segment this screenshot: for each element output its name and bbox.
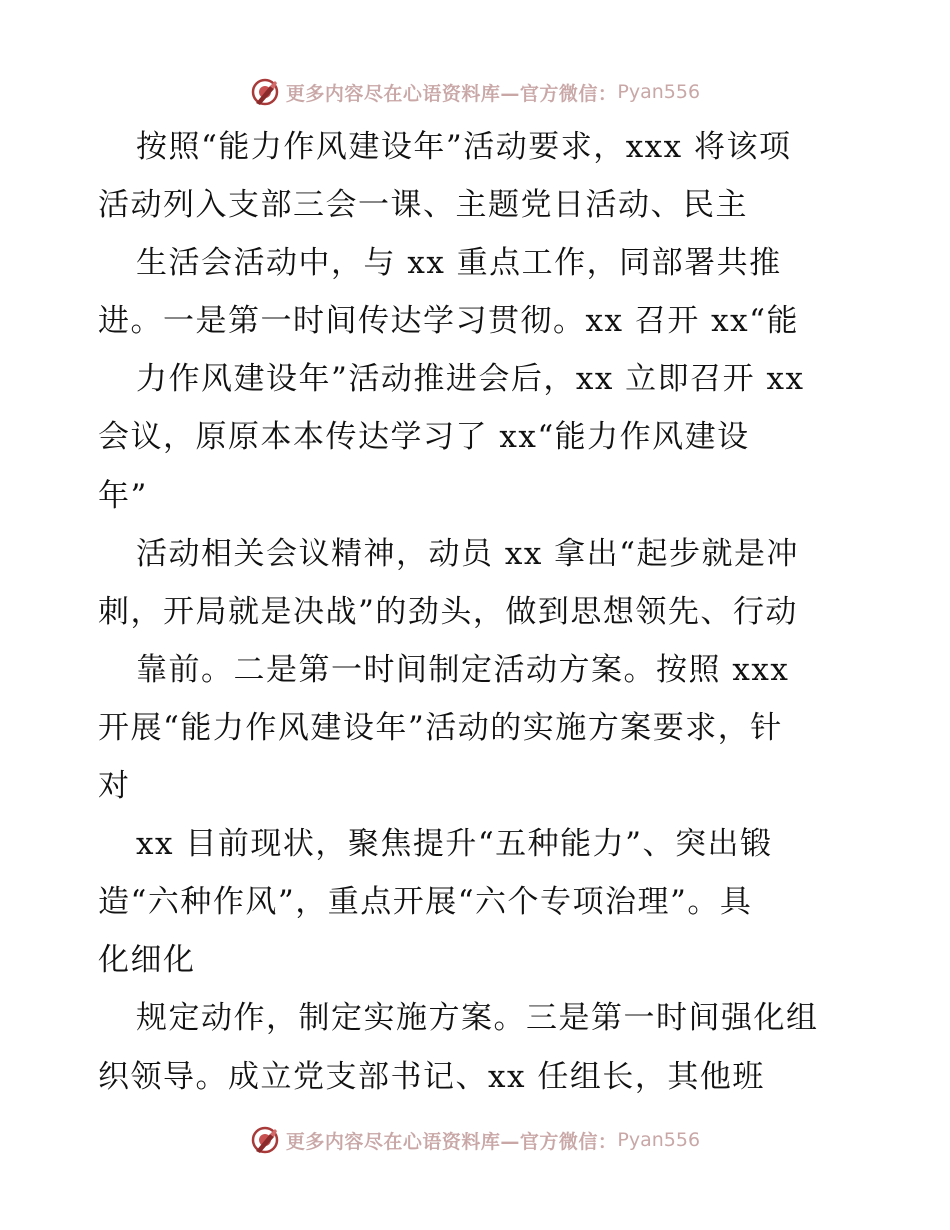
text-line: 刺，开局就是决战”的劲头，做到思想领先、行动 (98, 593, 798, 630)
watermark-id: Pyan556 (617, 1129, 701, 1151)
text-line: 进。一是第一时间传达学习贯彻。xx 召开 xx“能 (98, 303, 799, 340)
text-line: 活动列入支部三会一课、主题党日活动、民主 (98, 187, 748, 224)
text-line: 化细化 (98, 942, 196, 979)
text-line: 靠前。二是第一时间制定活动方案。按照 xxx (136, 651, 790, 688)
text-line: 活动相关会议精神，动员 xx 拿出“起步就是冲 (136, 535, 800, 572)
text-line: 会议，原原本本传达学习了 xx“能力作风建设 (98, 419, 750, 456)
watermark-id: Pyan556 (617, 81, 701, 103)
text-line: 年” (98, 477, 148, 514)
text-line: 力作风建设年”活动推进会后，xx 立即召开 xx (136, 361, 805, 398)
text-line: 规定动作，制定实施方案。三是第一时间强化组 (136, 1000, 819, 1037)
text-line: xx 目前现状，聚焦提升“五种能力”、突出锻 (136, 826, 773, 863)
text-line: 生活会活动中，与 xx 重点工作，同部署共推 (136, 245, 782, 282)
pen-logo-icon (250, 77, 280, 107)
pen-logo-icon (250, 1125, 280, 1155)
text-line: 对 (98, 768, 131, 805)
watermark-text: 更多内容尽在心语资料库—官方微信： (285, 82, 618, 105)
watermark-text: 更多内容尽在心语资料库—官方微信： (285, 1130, 618, 1153)
document-body (98, 118, 858, 1106)
text-line: 造“六种作风”，重点开展“六个专项治理”。具 (98, 884, 753, 921)
text-line: 开展“能力作风建设年”活动的实施方案要求，针 (98, 709, 783, 746)
text-line: 织领导。成立党支部书记、xx 任组长，其他班 (98, 1058, 765, 1095)
watermark-header (0, 72, 950, 112)
text-line: 按照“能力作风建设年”活动要求，xxx 将该项 (136, 129, 792, 165)
watermark-footer (0, 1120, 950, 1160)
